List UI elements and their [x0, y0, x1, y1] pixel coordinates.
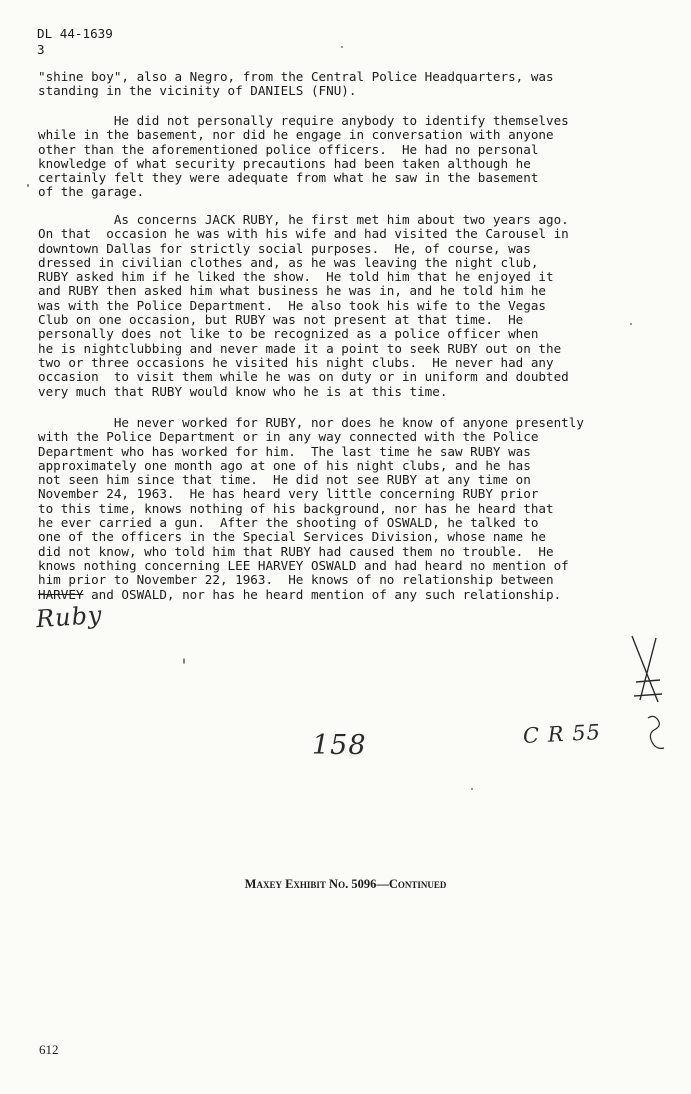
handwritten-initials: C R 55: [522, 719, 602, 749]
handwritten-page-mark: 158: [312, 730, 367, 761]
paragraph-2: As concerns JACK RUBY, he first met him about two years ago. On that occasion he was with his wife and had visited the Carousel in downtown Dallas for strictly social purposes. He, of course, was dressed in civilian clothes and, as he was leaving the night club, RUBY asked him if he liked the show. He told him that he enjoyed it and RUBY then asked him what business he was in, and he told him he was with the Police Department. He also took his wife to the Vegas Club on one occasion, but RUBY was not present at that time. He personally does not like to be recognized as a police officer when he is nightclubbing and never made it a point to seek RUBY out on the two or three occasions he visited his night clubs. He never had any occasion to visit them while he was on duty or in uniform and doubted very much that RUBY would know who he is at this time.: [38, 212, 569, 399]
scan-speck: [27, 184, 29, 187]
scan-speck: [183, 658, 185, 664]
paragraph-intro: "shine boy", also a Negro, from the Central Police Headquarters, was standing in the vicinity of DANIELS (FNU).: [38, 69, 554, 99]
file-number: DL 44-1639: [37, 26, 113, 41]
handwritten-correction: Ruby: [35, 600, 104, 634]
intro-text: [38, 70, 658, 99]
paragraph-1: He did not personally require anybody to identify themselves while in the basement, nor did he engage in conversation with anyone other than the aforementioned police officers. He had no personal knowledge of what security precautions had been taken although he certainly felt they were adequate from what he saw in the basement of the garage.: [38, 113, 569, 200]
exhibit-caption: [0, 877, 691, 892]
paragraph-2-block: [38, 213, 658, 399]
report-page-number: 3: [37, 42, 45, 57]
paragraph-3-last-text: and OSWALD, nor has he heard mention of any such relationship.: [83, 586, 562, 602]
struck-word: HARVEY: [38, 586, 84, 602]
scan-speck: [630, 323, 632, 325]
exhibit-caption-text: Maxey Exhibit No. 5096—Continued: [244, 877, 447, 891]
paragraph-1-block: [38, 114, 658, 200]
scan-speck: [341, 46, 343, 48]
scan-speck: [471, 788, 473, 790]
paragraph-3-block: [38, 416, 658, 602]
paragraph-3-last-line: [38, 588, 658, 602]
page-number: 612: [39, 1042, 59, 1057]
handwritten-check-mark: [618, 630, 673, 760]
document-header: [37, 26, 113, 58]
paragraph-3: He never worked for RUBY, nor does he know of anyone presently with the Police Department or in any way connected with the Police Department who has worked for him. The last time he saw RUBY was approximately one month ago at one of his night clubs, and he has not seen him since that time. He did not see RUBY at any time on November 24, 1963. He has heard very little concerning RUBY prior to this time, knows nothing of his background, nor has he heard that he ever carried a gun. After the shooting of OSWALD, he talked to one of the officers in the Special Services Division, whose name he did not know, who told him that RUBY had caused them no trouble. He knows nothing concerning LEE HARVEY OSWALD and had heard no mention of him prior to November 22, 1963. He knows of no relationship between: [38, 415, 584, 588]
